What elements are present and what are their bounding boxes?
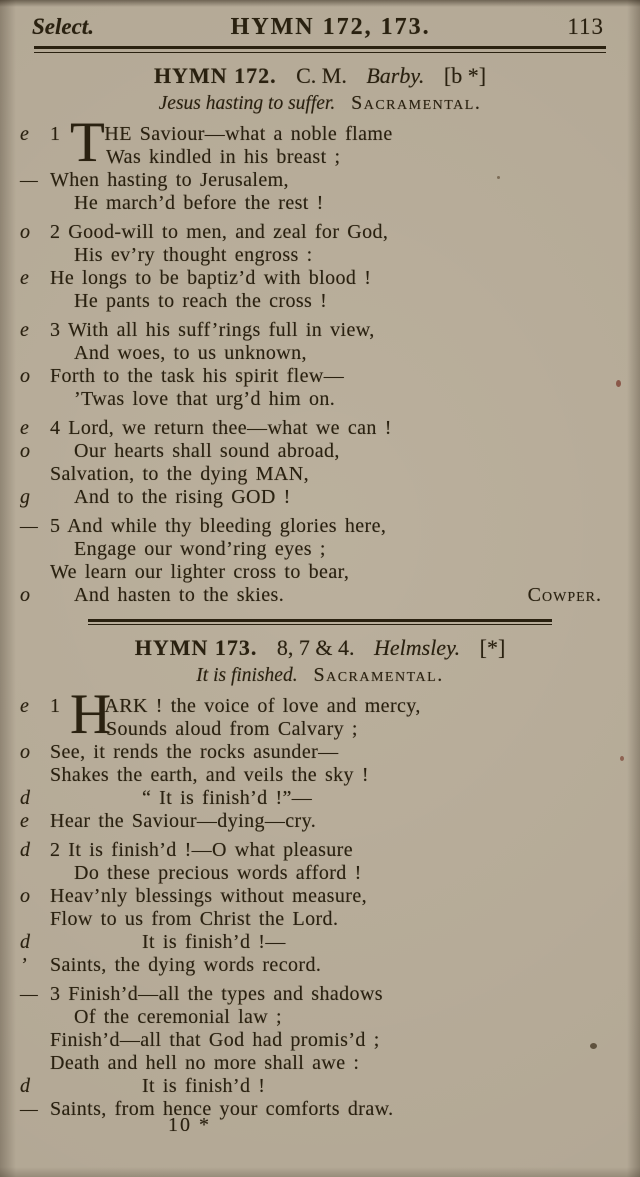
author-attribution: Cowper. — [527, 584, 602, 606]
expression-mark: e — [20, 319, 30, 341]
paper-speck — [616, 380, 621, 387]
hymn-heading — [0, 634, 640, 662]
hymn-line — [0, 862, 640, 885]
hymn-line — [0, 221, 640, 244]
paper-speck — [620, 756, 624, 761]
line-text: And woes, to us unknown, — [74, 342, 307, 364]
drop-cap-letter: H — [70, 683, 112, 746]
line-text: He longs to be baptiz’d with blood ! — [50, 267, 372, 289]
line-text: Saints, the dying words record. — [50, 954, 322, 976]
hymn-line — [0, 561, 640, 584]
expression-mark: o — [20, 440, 31, 462]
hymn-line — [0, 515, 640, 538]
line-text: Do these precious words afford ! — [74, 862, 362, 884]
paper-speck — [497, 176, 500, 179]
line-text: ARK ! the voice of love and mercy, — [104, 695, 421, 717]
line-text: See, it rends the rocks asunder— — [50, 741, 339, 763]
expression-mark: g — [20, 486, 31, 508]
line-text: He march’d before the rest ! — [74, 192, 324, 214]
hymn-line — [0, 169, 640, 192]
hymn-line — [0, 486, 640, 509]
hymn-line — [0, 1098, 640, 1121]
expression-mark: d — [20, 787, 31, 809]
line-text: Our hearts shall sound abroad, — [74, 440, 340, 462]
line-text: 2 Good-will to men, and zeal for God, — [50, 221, 389, 243]
hymn-line — [0, 931, 640, 954]
line-text: 5 And while thy bleeding glories here, — [50, 515, 387, 537]
hymn-line — [0, 954, 640, 977]
tune-name: Helmsley. — [373, 635, 461, 660]
expression-mark: — — [20, 983, 39, 1005]
key-signature: [*] — [479, 635, 506, 660]
hymn-line — [0, 319, 640, 342]
hymn-category: Sacramental. — [313, 664, 444, 686]
expression-mark: — — [20, 515, 39, 537]
hymn-line — [0, 885, 640, 908]
hymn-line — [0, 839, 640, 862]
hymn-line — [0, 787, 640, 810]
line-text: HE Saviour—what a noble flame — [104, 123, 393, 145]
line-text: When hasting to Jerusalem, — [50, 169, 289, 191]
hymn-heading — [0, 62, 640, 90]
hymn-line — [0, 1006, 640, 1029]
hymn-meter: C. M. — [296, 63, 347, 88]
hymn-line — [0, 584, 640, 607]
expression-mark: o — [20, 885, 31, 907]
expression-mark: e — [20, 267, 30, 289]
line-text: Sounds aloud from Calvary ; — [106, 718, 358, 740]
hymn-line — [0, 463, 640, 486]
expression-mark: d — [20, 839, 31, 861]
hymn-line — [0, 440, 640, 463]
verse-number: 1 — [50, 123, 61, 145]
line-text: Finish’d—all that God had promis’d ; — [50, 1029, 380, 1051]
hymn-line — [0, 267, 640, 290]
line-text: “ It is finish’d !”— — [142, 787, 313, 809]
hymn-line — [0, 342, 640, 365]
line-text: Saints, from hence your comforts draw. — [50, 1098, 394, 1120]
section-divider-rule — [88, 619, 552, 625]
expression-mark: e — [20, 695, 30, 717]
line-text: It is finish’d !— — [142, 931, 286, 953]
expression-mark: e — [20, 123, 30, 145]
line-text: His ev’ry thought engross : — [74, 244, 313, 266]
expression-mark: o — [20, 584, 31, 606]
expression-mark: e — [20, 417, 30, 439]
line-text: Hear the Saviour—dying—cry. — [50, 810, 317, 832]
hymn-line — [0, 810, 640, 833]
line-text: 3 Finish’d—all the types and shadows — [50, 983, 383, 1005]
line-text: Shakes the earth, and veils the sky ! — [50, 764, 369, 786]
hymn-line — [0, 244, 640, 267]
line-text: Of the ceremonial law ; — [74, 1006, 283, 1028]
line-text: Heav’nly blessings without measure, — [50, 885, 367, 907]
hymn-line — [0, 388, 640, 411]
hymn-body — [0, 683, 640, 1121]
expression-mark: o — [20, 741, 31, 763]
hymn-line — [0, 290, 640, 313]
header-rule — [34, 46, 606, 53]
hymn-line — [0, 764, 640, 787]
hymn-line — [0, 538, 640, 561]
hymn-172 — [0, 62, 640, 607]
hymn-meter: 8, 7 & 4. — [276, 635, 355, 660]
line-text: And hasten to the skies. — [74, 584, 285, 606]
hymn-line — [0, 146, 640, 169]
line-text: Salvation, to the dying MAN, — [50, 463, 309, 485]
hymn-line — [0, 365, 640, 388]
line-text: We learn our lighter cross to bear, — [50, 561, 350, 583]
hymn-subject: It is finished. — [196, 665, 298, 686]
hymn-category: Sacramental. — [351, 92, 482, 114]
line-text: ’Twas love that urg’d him on. — [74, 388, 336, 410]
signature-mark: 10 * — [168, 1114, 211, 1136]
hymn-line — [0, 417, 640, 440]
hymn-line — [0, 741, 640, 764]
page-number: 113 — [567, 14, 604, 39]
tune-name: Barby. — [366, 63, 425, 88]
running-title-center: HYMN 172, 173. — [230, 14, 431, 40]
hymn-number: HYMN 172. — [153, 63, 277, 88]
line-text: He pants to reach the cross ! — [74, 290, 328, 312]
hymn-line — [0, 983, 640, 1006]
running-title-left: Select. — [32, 14, 94, 39]
hymn-subject: Jesus hasting to suffer. — [158, 93, 336, 114]
expression-mark: — — [20, 169, 39, 191]
verse-number: 1 — [50, 695, 61, 717]
line-text: It is finish’d ! — [142, 1075, 266, 1097]
page-header — [0, 0, 640, 41]
hymn-line — [0, 192, 640, 215]
expression-mark: e — [20, 810, 30, 832]
line-text: Flow to us from Christ the Lord. — [50, 908, 339, 930]
hymn-line — [0, 1052, 640, 1075]
expression-mark: o — [20, 221, 31, 243]
key-signature: [b *] — [443, 63, 487, 88]
hymn-line — [0, 908, 640, 931]
hymn-line — [0, 718, 640, 741]
drop-cap-letter: T — [70, 111, 106, 174]
expression-mark: o — [20, 365, 31, 387]
hymn-line — [0, 1029, 640, 1052]
expression-mark: — — [20, 1098, 39, 1120]
line-text: 4 Lord, we return thee—what we can ! — [50, 417, 392, 439]
hymn-body — [0, 111, 640, 607]
line-text: Forth to the task his spirit flew— — [50, 365, 345, 387]
hymn-number: HYMN 173. — [134, 635, 258, 660]
line-text: Death and hell no more shall awe : — [50, 1052, 360, 1074]
line-text: Engage our wond’ring eyes ; — [74, 538, 326, 560]
paper-speck — [590, 1043, 597, 1049]
line-text: Was kindled in his breast ; — [106, 146, 341, 168]
expression-mark: d — [20, 1075, 31, 1097]
line-text: 2 It is finish’d !—O what pleasure — [50, 839, 353, 861]
page-footer — [168, 1114, 211, 1137]
expression-mark: d — [20, 931, 31, 953]
hymn-173 — [0, 634, 640, 1121]
hymn-line — [0, 1075, 640, 1098]
line-text: 3 With all his suff’rings full in view, — [50, 319, 375, 341]
line-text: And to the rising GOD ! — [74, 486, 291, 508]
expression-mark: ’ — [20, 954, 28, 976]
